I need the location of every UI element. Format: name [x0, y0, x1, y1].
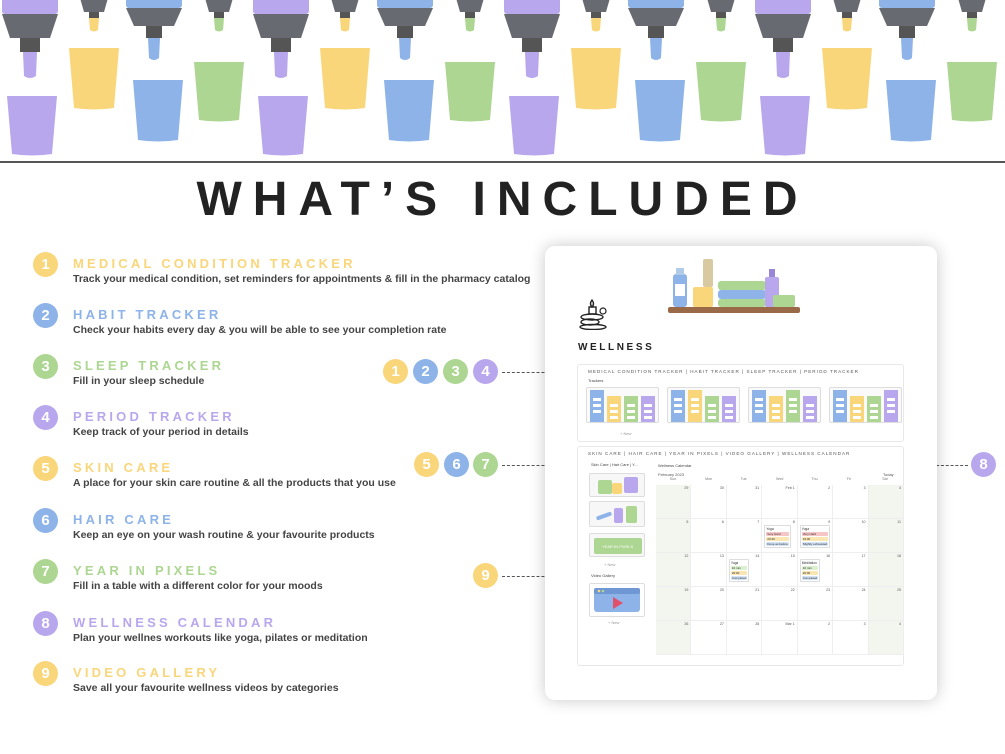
feature-item: [33, 252, 553, 292]
feature-title: SKIN CARE: [73, 460, 174, 475]
calendar-day[interactable]: 27: [691, 621, 726, 655]
calendar-day[interactable]: 17: [833, 553, 868, 587]
event-tag: 10 min: [802, 566, 819, 570]
weekday-label: Sun: [669, 477, 677, 481]
tracker-card[interactable]: [586, 387, 659, 423]
calendar-view-label: Wellness Calendar: [658, 463, 692, 468]
new-button[interactable]: + New: [608, 620, 620, 625]
calendar-day[interactable]: 5: [656, 519, 691, 553]
feature-number: 8: [33, 611, 58, 636]
feature-title: HAIR CARE: [73, 512, 175, 527]
feature-description: Keep track of your period in details: [73, 426, 249, 438]
tracker-card[interactable]: [748, 387, 821, 423]
calendar-day[interactable]: 28: [727, 621, 762, 655]
event-text: Yoga: [730, 561, 739, 565]
calendar-day[interactable]: 8: [762, 519, 797, 553]
calendar-day[interactable]: 26: [656, 621, 691, 655]
feature-number: 5: [33, 456, 58, 481]
calendar-event[interactable]: [764, 525, 791, 548]
event-text: Yoga: [766, 527, 774, 531]
event-text: Meditation: [801, 561, 817, 565]
section-header: SKIN CARE | HAIR CARE | YEAR IN PIXELS | VIDEO GALLERY | WELLNESS CALENDAR: [588, 451, 851, 456]
trackers-view-label: Trackers: [588, 378, 604, 383]
feature-item: [33, 508, 553, 548]
wellness-calendar: [656, 477, 904, 663]
feature-number: 2: [33, 303, 58, 328]
feature-description: Fill in a table with a different color for your moods: [73, 580, 323, 592]
event-tag: Very Hard: [766, 532, 789, 536]
calendar-day[interactable]: 3: [833, 621, 868, 655]
feature-title: YEAR IN PIXELS: [73, 563, 221, 578]
feature-number: 4: [33, 405, 58, 430]
calendar-day[interactable]: 12: [656, 553, 691, 587]
calendar-day[interactable]: 19: [656, 587, 691, 621]
highlighter-pattern: [0, 0, 1005, 162]
feature-description: Check your habits every day & you will be able to see your completion rate: [73, 324, 447, 336]
feature-title: SLEEP TRACKER: [73, 358, 225, 373]
callout-2: 2: [413, 359, 438, 384]
event-tag: 19:00: [802, 537, 828, 541]
calendar-day[interactable]: 4: [869, 485, 904, 519]
weekday-label: Sat: [882, 477, 888, 481]
feature-description: Save all your favourite wellness videos by categories: [73, 682, 339, 694]
hair-care-card[interactable]: [589, 501, 645, 527]
event-tag: 10 min: [731, 566, 748, 570]
calendar-day[interactable]: 14: [727, 553, 762, 587]
callout-7: 7: [473, 452, 498, 477]
calendar-event[interactable]: [800, 525, 830, 548]
skin-hair-calendar-section: [577, 446, 904, 666]
feature-description: Track your medical condition, set reminders for appointments & fill in the pharmacy catalog: [73, 273, 531, 285]
feature-title: PERIOD TRACKER: [73, 409, 235, 424]
feature-number: 9: [33, 661, 58, 686]
calendar-day[interactable]: 11: [869, 519, 904, 553]
calendar-day[interactable]: 31: [727, 485, 762, 519]
weekday-label: Mon: [705, 477, 713, 481]
page-title: WHAT’S INCLUDED: [196, 173, 809, 226]
year-in-pixels-card[interactable]: [589, 533, 645, 557]
feature-number: 6: [33, 508, 58, 533]
workspace-title: WELLNESS: [578, 342, 655, 353]
feature-item: [33, 661, 553, 701]
event-tag: Slightly exhausted: [802, 542, 828, 546]
callout-6: 6: [444, 452, 469, 477]
skin-care-view-label: Skin Care | Hair Care | Y...: [591, 462, 638, 467]
video-gallery-view-label: Video Gallery: [591, 573, 615, 578]
event-tag: 20:00: [731, 571, 748, 575]
calendar-day[interactable]: 7: [727, 519, 762, 553]
skin-care-card[interactable]: [589, 473, 645, 497]
calendar-day[interactable]: 18: [869, 553, 904, 587]
feature-description: Keep an eye on your wash routine & your favourite products: [73, 529, 375, 541]
callout-1: 1: [383, 359, 408, 384]
calendar-day[interactable]: 20: [691, 587, 726, 621]
calendar-day[interactable]: 16: [798, 553, 833, 587]
divider-line: [0, 161, 1005, 163]
callout-3: 3: [443, 359, 468, 384]
weekday-label: Wed: [776, 477, 784, 481]
section-header: MEDICAL CONDITION TRACKER | HABIT TRACKER | SLEEP TRACKER | PERIOD TRACKER: [588, 369, 859, 374]
calendar-day[interactable]: 24: [833, 587, 868, 621]
event-tag: Completed: [731, 576, 747, 580]
feature-title: WELLNESS CALENDAR: [73, 615, 277, 630]
feature-item: [33, 405, 553, 445]
calendar-day[interactable]: 29: [656, 485, 691, 519]
event-tag: Done as before: [767, 542, 788, 546]
calendar-day[interactable]: 22: [762, 587, 797, 621]
new-button[interactable]: + New: [604, 562, 616, 567]
new-button[interactable]: + New: [620, 431, 632, 436]
tracker-card[interactable]: [829, 387, 902, 423]
calendar-day[interactable]: 10: [833, 519, 868, 553]
feature-title: HABIT TRACKER: [73, 307, 222, 322]
feature-item: [33, 303, 553, 343]
event-tag: 20:30: [766, 537, 789, 541]
feature-description: Fill in your sleep schedule: [73, 375, 205, 387]
calendar-day[interactable]: 2: [798, 621, 833, 655]
feature-number: 1: [33, 252, 58, 277]
callout-8: 8: [971, 452, 996, 477]
weekday-label: Tue: [740, 477, 747, 481]
event-text: Yoga: [801, 527, 810, 531]
shelf-illustration: [663, 254, 813, 318]
notion-template-preview: [545, 246, 937, 700]
calendar-day[interactable]: 25: [869, 587, 904, 621]
event-tag: Very Hard: [802, 532, 828, 536]
highlighter-pattern-banner: [0, 0, 1005, 162]
calendar-day[interactable]: 6: [691, 519, 726, 553]
feature-number: 3: [33, 354, 58, 379]
year-in-pixels-label: YEAR IN PIXELS: [602, 544, 634, 549]
callout-9: 9: [473, 563, 498, 588]
calendar-day[interactable]: 15: [762, 553, 797, 587]
feature-description: Plan your wellnes workouts like yoga, pilates or meditation: [73, 632, 368, 644]
weekday-label: Fri: [846, 477, 852, 481]
candle-stones-icon: [578, 298, 610, 330]
tracker-card[interactable]: [667, 387, 740, 423]
callout-4: 4: [473, 359, 498, 384]
feature-number: 7: [33, 559, 58, 584]
feature-title: VIDEO GALLERY: [73, 665, 221, 680]
trackers-section: [577, 364, 904, 442]
calendar-event[interactable]: [800, 559, 821, 582]
feature-description: A place for your skin care routine & all the products that you use: [73, 477, 396, 489]
feature-item: [33, 611, 553, 651]
calendar-day[interactable]: 23: [798, 587, 833, 621]
calendar-day[interactable]: Feb 1: [762, 485, 797, 519]
video-gallery-card[interactable]: [589, 583, 645, 617]
calendar-day[interactable]: Mar 1: [762, 621, 797, 655]
calendar-event[interactable]: [729, 559, 750, 582]
event-tag: 20:00: [802, 571, 819, 575]
event-tag: Completed: [802, 576, 818, 580]
feature-title: MEDICAL CONDITION TRACKER: [73, 256, 356, 271]
today-button[interactable]: Today: [883, 472, 894, 477]
calendar-day[interactable]: 3: [833, 485, 868, 519]
calendar-month: February 2023: [658, 472, 685, 477]
calendar-day[interactable]: 9: [798, 519, 833, 553]
calendar-day[interactable]: 30: [691, 485, 726, 519]
callout-5: 5: [414, 452, 439, 477]
calendar-day[interactable]: 21: [727, 587, 762, 621]
calendar-day[interactable]: 4: [869, 621, 904, 655]
calendar-day[interactable]: 2: [798, 485, 833, 519]
weekday-label: Thu: [811, 477, 818, 481]
calendar-day[interactable]: 13: [691, 553, 726, 587]
